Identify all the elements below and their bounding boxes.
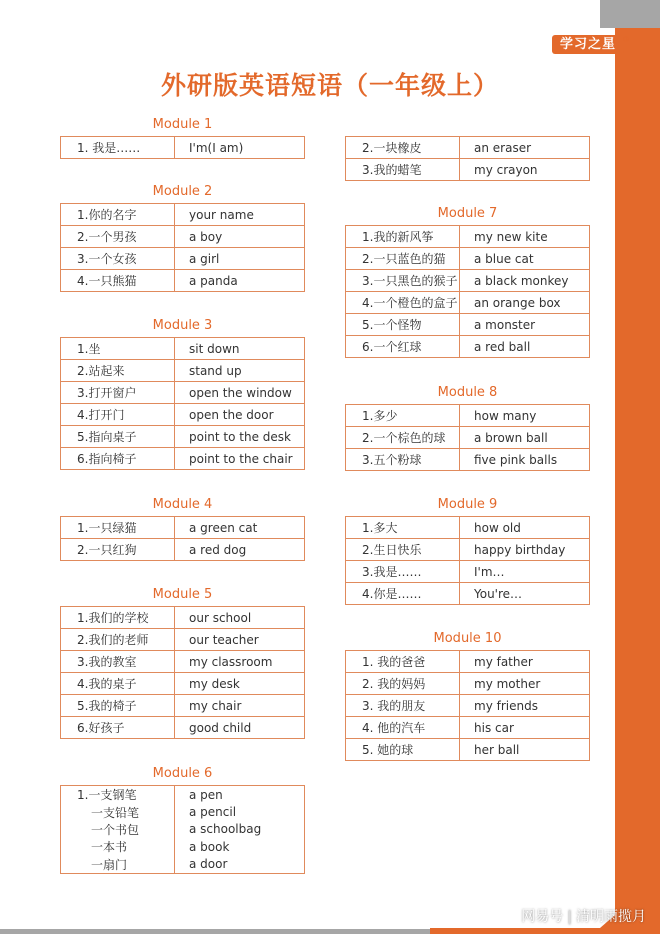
en-cell: point to the chair [175,448,305,470]
cn-cell: 3.五个粉球 [346,449,460,471]
table-row [346,270,590,292]
cn-cell: 1.我的新风筝 [346,226,460,248]
en-cell: a panda [175,270,305,292]
cn-cell: 2.一个男孩 [61,226,175,248]
module-9 [345,496,590,605]
table-row [346,336,590,358]
module-title: Module 6 [152,766,213,781]
cn-cell: 1.一支钢笔 [61,786,175,804]
cn-cell: 4.打开门 [61,404,175,426]
en-cell: a girl [175,248,305,270]
watermark-source: 网易号 [521,909,564,925]
module-title: Module 9 [437,497,498,512]
module-6 [60,765,305,874]
table-row [346,517,590,539]
cn-cell: 1.一只绿猫 [61,517,175,539]
cn-cell: 6.好孩子 [61,717,175,739]
phrase-table [345,136,590,181]
table-row [346,739,590,761]
cn-cell: 2.一块橡皮 [346,137,460,159]
phrase-table [345,516,590,605]
phrase-table [345,650,590,761]
table-row [61,137,305,159]
en-cell: a red dog [175,539,305,561]
cn-cell: 6.一个红球 [346,336,460,358]
module-5 [60,586,305,739]
table-row [346,226,590,248]
module-title: Module 5 [152,587,213,602]
en-cell: my crayon [460,159,590,181]
phrase-table [60,136,305,159]
table-row [346,292,590,314]
phrase-table [60,203,305,292]
cn-cell: 3.我是…… [346,561,460,583]
table-row [61,838,305,855]
cn-cell: 3.一个女孩 [61,248,175,270]
table-row [346,314,590,336]
module-title: Module 1 [152,117,213,132]
cn-cell: 4.我的桌子 [61,673,175,695]
table-row [61,856,305,874]
table-row [346,651,590,673]
phrase-table [60,516,305,561]
table-row [61,629,305,651]
module-title: Module 3 [152,318,213,333]
table-row [61,360,305,382]
cn-cell: 1. 我的爸爸 [346,651,460,673]
cn-cell: 1.你的名字 [61,204,175,226]
cn-cell: 1.多大 [346,517,460,539]
en-cell: an eraser [460,137,590,159]
cn-cell: 3.一只黑色的猴子 [346,270,460,292]
en-cell: good child [175,717,305,739]
cn-cell: 1.坐 [61,338,175,360]
cn-cell: 5.指向桌子 [61,426,175,448]
module-title: Module 10 [433,631,502,646]
cn-cell: 3. 我的朋友 [346,695,460,717]
en-cell: I'm(I am) [175,137,305,159]
cn-cell: 3.打开窗户 [61,382,175,404]
cn-cell: 5.一个怪物 [346,314,460,336]
en-cell: my mother [460,673,590,695]
table-row [61,673,305,695]
cn-cell: 2.一个棕色的球 [346,427,460,449]
en-cell: a schoolbag [175,821,305,838]
module-7 [345,205,590,358]
table-row [346,539,590,561]
cn-cell: 5. 她的球 [346,739,460,761]
en-cell: his car [460,717,590,739]
cn-cell: 2. 我的妈妈 [346,673,460,695]
cn-cell: 一扇门 [61,856,175,874]
table-row [346,673,590,695]
table-row [61,539,305,561]
table-row [61,607,305,629]
en-cell: a book [175,838,305,855]
en-cell: You're… [460,583,590,605]
en-cell: five pink balls [460,449,590,471]
en-cell: I'm… [460,561,590,583]
cn-cell: 4. 他的汽车 [346,717,460,739]
brand-logo: 学习之星 ® [552,35,624,54]
table-row [346,583,590,605]
module-2 [60,183,305,292]
table-row [346,405,590,427]
table-row [346,717,590,739]
module-1 [60,116,305,159]
module-title: Module 2 [152,184,213,199]
phrase-table [60,785,305,874]
cn-cell: 2.一只红狗 [61,539,175,561]
module-4 [60,496,305,561]
en-cell: my father [460,651,590,673]
cn-cell: 4.一个橙色的盒子 [346,292,460,314]
en-cell: a green cat [175,517,305,539]
phrase-table [345,225,590,358]
table-row [61,651,305,673]
table-row [346,159,590,181]
en-cell: a blue cat [460,248,590,270]
phrase-table [60,606,305,739]
module-1-continued [345,136,590,181]
cn-cell: 2.我们的老师 [61,629,175,651]
en-cell: happy birthday [460,539,590,561]
table-row [346,137,590,159]
cn-cell: 1.多少 [346,405,460,427]
en-cell: a brown ball [460,427,590,449]
table-row [346,449,590,471]
phrase-table [345,404,590,471]
en-cell: stand up [175,360,305,382]
table-row [61,695,305,717]
en-cell: her ball [460,739,590,761]
watermark-separator: | [567,909,572,925]
en-cell: my desk [175,673,305,695]
cn-cell: 一支铅笔 [61,803,175,820]
en-cell: our school [175,607,305,629]
cn-cell: 6.指向椅子 [61,448,175,470]
table-row [61,338,305,360]
watermark-author: 清明雨揽月 [576,909,646,925]
table-row [61,448,305,470]
en-cell: a black monkey [460,270,590,292]
en-cell: point to the desk [175,426,305,448]
phrase-table [60,337,305,470]
table-row [346,695,590,717]
cn-cell: 1. 我是…… [61,137,175,159]
en-cell: open the window [175,382,305,404]
table-row [61,248,305,270]
cn-cell: 2.一只蓝色的猫 [346,248,460,270]
table-row [346,427,590,449]
en-cell: open the door [175,404,305,426]
table-row [61,404,305,426]
cn-cell: 一本书 [61,838,175,855]
table-row [61,517,305,539]
table-row [61,204,305,226]
en-cell: a red ball [460,336,590,358]
table-row [61,270,305,292]
table-row [346,248,590,270]
cn-cell: 5.我的椅子 [61,695,175,717]
cn-cell: 一个书包 [61,821,175,838]
table-row [61,717,305,739]
en-cell: a pencil [175,803,305,820]
table-row [61,821,305,838]
table-row [61,426,305,448]
en-cell: a boy [175,226,305,248]
module-title: Module 7 [437,206,498,221]
cn-cell: 2.站起来 [61,360,175,382]
table-row [61,803,305,820]
en-cell: how many [460,405,590,427]
en-cell: our teacher [175,629,305,651]
en-cell: an orange box [460,292,590,314]
cn-cell: 3.我的蜡笔 [346,159,460,181]
source-watermark [521,906,646,926]
module-10 [345,630,590,761]
module-title: Module 8 [437,385,498,400]
en-cell: a monster [460,314,590,336]
cn-cell: 2.生日快乐 [346,539,460,561]
table-row [61,786,305,804]
module-3 [60,317,305,470]
module-8 [345,384,590,471]
en-cell: sit down [175,338,305,360]
table-row [61,226,305,248]
cn-cell: 3.我的教室 [61,651,175,673]
en-cell: a pen [175,786,305,804]
en-cell: my friends [460,695,590,717]
page-title: 外研版英语短语（一年级上） [160,71,499,100]
module-title: Module 4 [152,497,213,512]
table-row [61,382,305,404]
en-cell: a door [175,856,305,874]
cn-cell: 1.我们的学校 [61,607,175,629]
table-row [346,561,590,583]
en-cell: my chair [175,695,305,717]
en-cell: my new kite [460,226,590,248]
en-cell: your name [175,204,305,226]
en-cell: my classroom [175,651,305,673]
cn-cell: 4.一只熊猫 [61,270,175,292]
en-cell: how old [460,517,590,539]
cn-cell: 4.你是…… [346,583,460,605]
